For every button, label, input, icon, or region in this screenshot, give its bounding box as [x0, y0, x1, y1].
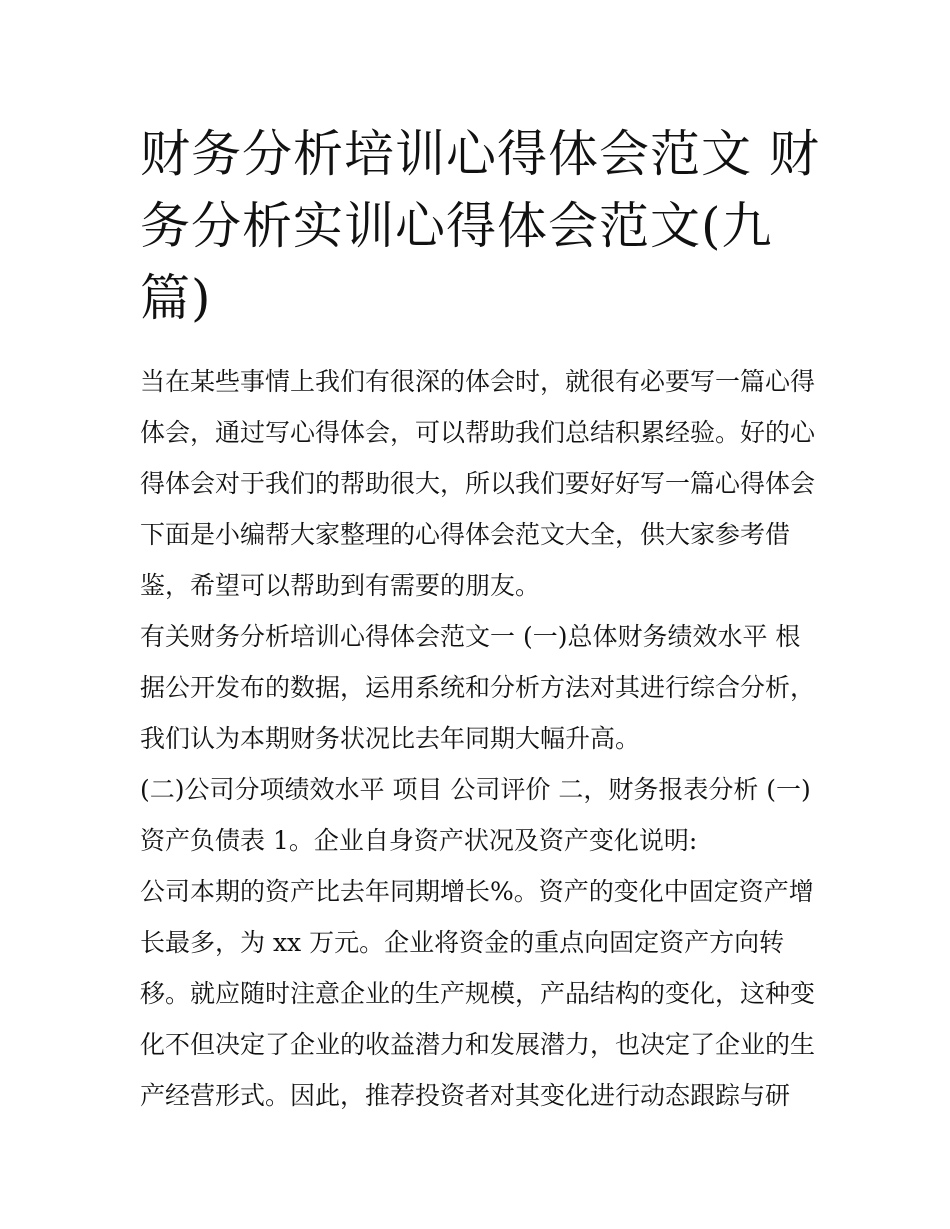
- body-line: 移。就应随时注意企业的生产规模，产品结构的变化，这种变: [140, 979, 816, 1008]
- body-line: 化不但决定了企业的收益潜力和发展潜力，也决定了企业的生: [140, 1030, 816, 1059]
- title-line: 财务分析培训心得体会范文 财: [140, 125, 820, 183]
- body-line: 资产负债表 1。企业自身资产状况及资产变化说明:: [140, 826, 698, 855]
- body-line: (二)公司分项绩效水平 项目 公司评价 二，财务报表分析 (一): [140, 775, 811, 804]
- body-line: 我们认为本期财务状况比去年同期大幅升高。: [140, 724, 641, 753]
- body-line: 有关财务分析培训心得体会范文一 (一)总体财务绩效水平 根: [140, 622, 801, 651]
- title-line: 务分析实训心得体会范文(九: [140, 197, 773, 255]
- body-line: 长最多，为 xx 万元。企业将资金的重点向固定资产方向转: [140, 928, 785, 957]
- body-line: 产经营形式。因此，推荐投资者对其变化进行动态跟踪与研: [140, 1081, 791, 1110]
- body-line: 据公开发布的数据，运用系统和分析方法对其进行综合分析，: [140, 673, 816, 702]
- body-line: 当在某些事情上我们有很深的体会时，就很有必要写一篇心得: [140, 367, 816, 396]
- document-title: [140, 118, 820, 334]
- body-line: 公司本期的资产比去年同期增长%。资产的变化中固定资产增: [140, 877, 814, 906]
- body-line: 鉴，希望可以帮助到有需要的朋友。: [140, 571, 541, 600]
- body-line: 下面是小编帮大家整理的心得体会范文大全，供大家参考借: [140, 520, 791, 549]
- body-line: 体会，通过写心得体会，可以帮助我们总结积累经验。好的心: [140, 418, 816, 447]
- body-line: 得体会对于我们的帮助很大，所以我们要好好写一篇心得体会: [140, 469, 816, 498]
- title-line: 篇): [140, 269, 212, 327]
- document-body: [140, 356, 820, 1121]
